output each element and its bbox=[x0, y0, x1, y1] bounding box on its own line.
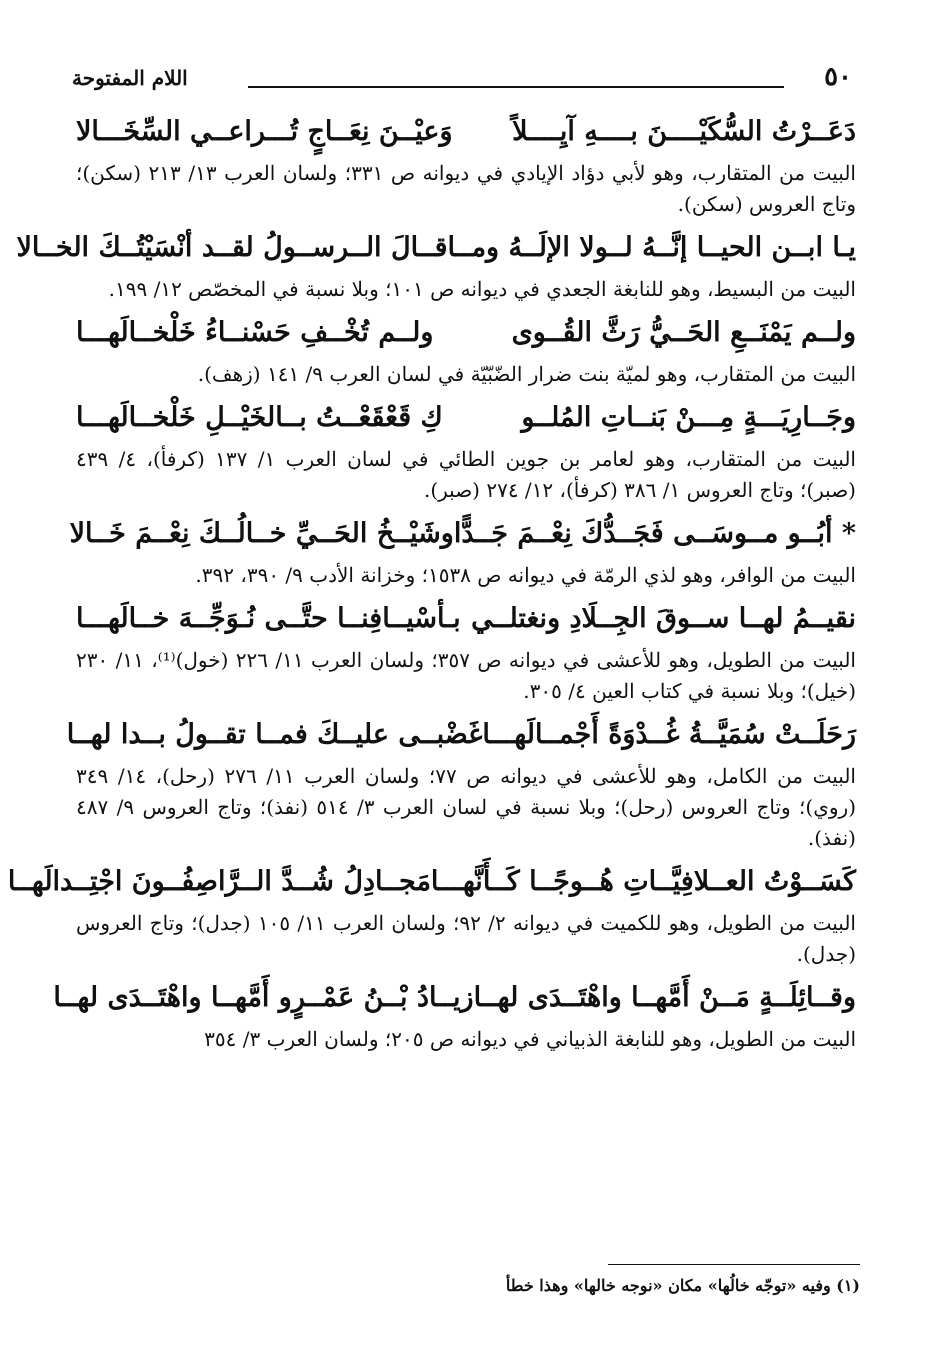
verse-second-hemistich: بـأسْيــافِنــا حتَّــى نُـوَجِّــهَ خــالَهـــا bbox=[76, 603, 461, 634]
verse-first-hemistich: يـا ابــن الحيــا إنَّــهُ لــولا الإلَــهُ ومــا bbox=[447, 232, 856, 263]
verse-note-text: البيت من الطويل، وهو للكميت في ديوانه ٢/ ٩٢؛ ولسان العرب ١١/ ١٠٥ (جدل)؛ وتاج العروس (جدل). bbox=[76, 911, 856, 966]
verse-note-text: البيت من الطويل، وهو للنابغة الذبياني في ديوانه ص ٢٠٥؛ ولسان العرب ٣/ ٣٥٤ bbox=[204, 1027, 856, 1051]
verse-first-hemistich: وقــائِلَــةٍ مَــنْ أَمَّهــا واهْتَــدَى لهــا bbox=[473, 982, 856, 1013]
verse-note bbox=[76, 908, 856, 970]
page-header bbox=[72, 60, 852, 100]
verse-note bbox=[76, 444, 856, 506]
verse-entry bbox=[76, 313, 856, 390]
page-number: ٥٠ bbox=[824, 62, 852, 92]
verse-note bbox=[76, 761, 856, 854]
verse-note-text: البيت من المتقارب، وهو لأبي دؤاد الإيادي في ديوانه ص ٣٣١؛ ولسان العرب ١٣/ ٢١٣ (سكن)؛ وتاج العروس (سكن). bbox=[76, 161, 856, 216]
verse-line bbox=[76, 112, 856, 156]
verse-first-hemistich: رَحَلَــتْ سُمَيَّــةُ غُــدْوَةً أَجْمــالَهـــا bbox=[482, 719, 856, 750]
verse-line bbox=[66, 715, 856, 759]
verse-second-hemistich: وشَيْــخُ الحَــيِّ خــالُــكَ نِعْــمَ خَــالا bbox=[69, 518, 454, 549]
footnote-rule bbox=[608, 1264, 860, 1265]
verse-note bbox=[76, 1024, 856, 1055]
running-title: اللام المفتوحة bbox=[72, 66, 188, 90]
verse-second-hemistich: مَجــادِلُ شُــدَّ الــرَّاصِفُــونَ اجْتِــدالَهــا bbox=[7, 866, 431, 897]
verse-line bbox=[76, 599, 856, 643]
footnote: (١) وفيه «توجّه خالُها» مكان «نوجه خالها» وهذا خطأ bbox=[505, 1276, 860, 1295]
verse-first-hemistich: ولــم يَمْنَــعِ الحَــيُّ رَثَّ القُــوى bbox=[511, 317, 856, 348]
verse-entry bbox=[76, 398, 856, 506]
verse-line bbox=[53, 978, 856, 1022]
header-rule bbox=[248, 86, 784, 88]
verse-entry bbox=[16, 228, 856, 305]
verse-second-hemistich: وَعيْــنَ نِعَــاجٍ تُـــراعــي السِّخَـــالا bbox=[76, 116, 453, 147]
verse-first-hemistich: * أبُــو مــوسَــى فَجَــدُّكَ نِعْــمَ جَــدًّا bbox=[453, 518, 856, 549]
verse-note-text: البيت من الطويل، وهو للأعشى في ديوانه ص ٣٥٧؛ ولسان العرب ١١/ ٢٢٦ (خول)⁽¹⁾، ١١/ ٢٣٠ (خيل)؛ وبلا نسبة في كتاب العين ٤/ ٣٠٥. bbox=[76, 648, 856, 703]
verse-note bbox=[76, 158, 856, 220]
verse-second-hemistich: غَضْبــى عليــكَ فمــا تقــولُ بــدا لهــا bbox=[66, 719, 483, 750]
verse-line bbox=[76, 313, 856, 357]
verse-note-text: البيت من الكامل، وهو للأعشى في ديوانه ص ٧٧؛ ولسان العرب ١١/ ٢٧٦ (رحل)، ١٤/ ٣٤٩ (روي)؛ وتاج العروس (رحل)؛ وبلا نسبة في لسان العرب ٣/ ٥١٤ (نفذ)؛ وتاج العروس ٩/ ٤٨٧ (نفذ). bbox=[76, 764, 856, 850]
verse-entry bbox=[76, 599, 856, 707]
verse-note bbox=[76, 560, 856, 591]
verse-entry bbox=[53, 978, 856, 1055]
verse-note-text: البيت من البسيط، وهو للنابغة الجعدي في ديوانه ص ١٠١؛ وبلا نسبة في المخصّص ١٢/ ١٩٩. bbox=[108, 277, 856, 301]
verse-first-hemistich: نقيــمُ لهــا ســوقَ الجِــلَادِ ونغتلــي bbox=[471, 603, 856, 634]
verse-note bbox=[76, 274, 856, 305]
verse-first-hemistich: كَسَــوْتُ العــلافِيَّــاتِ هُــوجًــا كَــأَنَّهـــا bbox=[430, 866, 856, 897]
verse-note-text: البيت من الوافر، وهو لذي الرمّة في ديوانه ص ١٥٣٨؛ وخزانة الأدب ٩/ ٣٩٠، ٣٩٢. bbox=[195, 563, 856, 587]
verse-entry bbox=[69, 514, 856, 591]
verse-note-text: البيت من المتقارب، وهو لعامر بن جوين الطائي في لسان العرب ١/ ١٣٧ (كرفأ)، ٤/ ٤٣٩ (صبر)؛ وتاج العروس ١/ ٣٨٦ (كرفأ)، ١٢/ ٢٧٤ (صبر). bbox=[76, 447, 856, 502]
verse-second-hemistich: قــالَ الــرســولُ لقــد أنْسَيْتُــكَ الخــالا bbox=[16, 232, 448, 263]
verse-first-hemistich: وجَــارِيَـــةٍ مِـــنْ بَنــاتِ المُلــو bbox=[521, 402, 856, 433]
verse-note-text: البيت من المتقارب، وهو لميّة بنت ضرار الضّبّيّة في لسان العرب ٩/ ١٤١ (زهف). bbox=[197, 362, 856, 386]
verse-note bbox=[76, 359, 856, 390]
verse-line bbox=[7, 862, 856, 906]
verse-first-hemistich: دَعَــرْتُ السُّكَيْــــنَ بــــهِ آيِــــلاً bbox=[512, 116, 856, 147]
verse-entry bbox=[66, 715, 856, 854]
verse-line bbox=[16, 228, 856, 272]
verse-entries bbox=[7, 112, 856, 1055]
verse-second-hemistich: زيــادُ بْــنُ عَمْــرٍو أَمَّهــا واهْتَــدَى لهــا bbox=[53, 982, 474, 1013]
verse-entry bbox=[7, 862, 856, 970]
verse-note bbox=[76, 645, 856, 707]
verse-second-hemistich: كِ قَعْقَعْــتُ بــالخَيْــلِ خَلْخــالَهـــا bbox=[76, 402, 443, 433]
verse-line bbox=[76, 398, 856, 442]
verse-second-hemistich: ولــم تُخْــفِ حَسْنــاءُ خَلْخــالَهـــا bbox=[76, 317, 434, 348]
verse-line bbox=[69, 514, 856, 558]
verse-entry bbox=[76, 112, 856, 220]
